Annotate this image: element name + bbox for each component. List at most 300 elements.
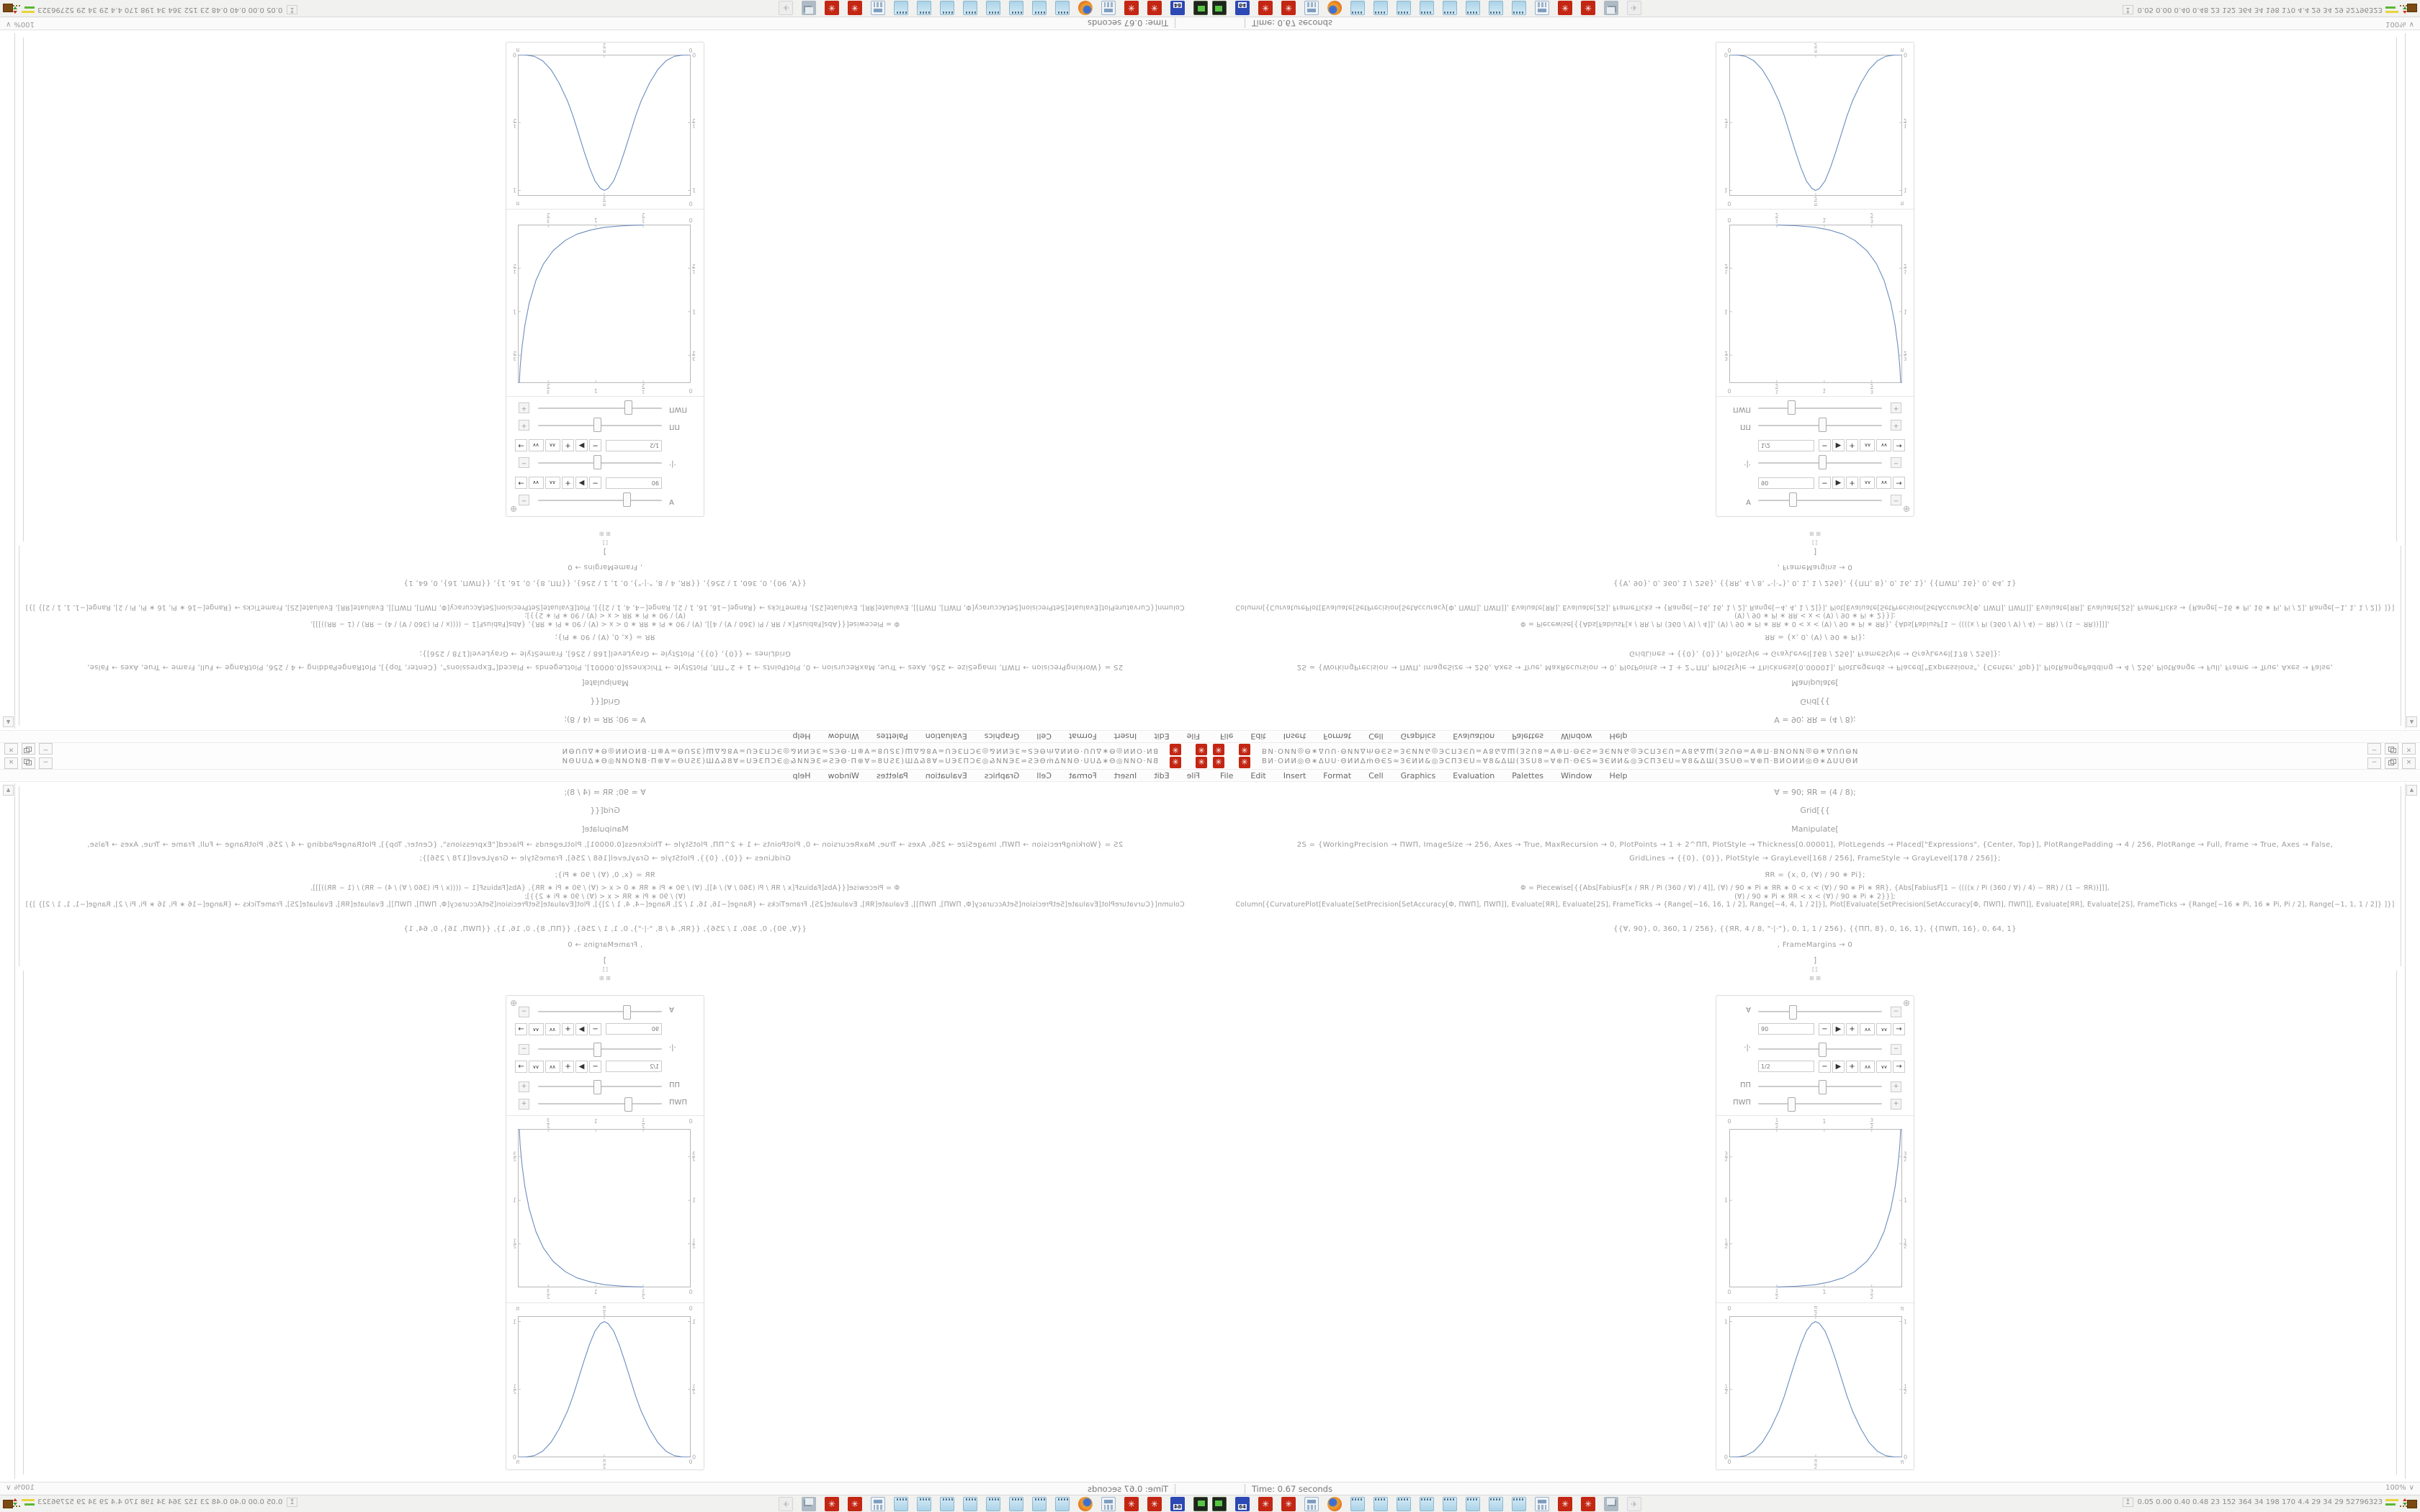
minimize-button[interactable]: − bbox=[2367, 743, 2381, 755]
scrollbar-up-arrow[interactable]: ▲ bbox=[3, 716, 14, 727]
taskbar-icon-notepad[interactable] bbox=[1397, 1497, 1411, 1511]
direction-button[interactable]: → bbox=[1893, 1061, 1905, 1073]
taskbar-icon-redgear[interactable]: ✳ bbox=[1581, 1, 1595, 15]
taskbar-icon-notepad[interactable] bbox=[1350, 1, 1365, 15]
slider-PWP[interactable] bbox=[1758, 1103, 1882, 1104]
taskbar-icon-notepad[interactable] bbox=[894, 1497, 908, 1511]
taskbar-icon-redgear[interactable]: ✳ bbox=[1124, 1, 1139, 15]
slider-A[interactable] bbox=[538, 1011, 662, 1012]
slider-thumb[interactable] bbox=[1819, 455, 1827, 469]
menu-graphics[interactable]: Graphics bbox=[1400, 732, 1436, 742]
slider-PWP[interactable] bbox=[1758, 408, 1882, 409]
code-line[interactable]: Ɐ = 90; ЯR = (4 / 8); bbox=[564, 715, 646, 724]
taskbar-icon-redgear[interactable]: ✳ bbox=[1281, 1, 1296, 15]
taskbar-icon-notepad[interactable] bbox=[1466, 1, 1480, 15]
menu-window[interactable]: Window bbox=[828, 770, 859, 780]
taskbar-icon-notepad[interactable] bbox=[894, 1, 908, 15]
taskbar-icon-notepad[interactable] bbox=[1373, 1, 1388, 15]
taskbar-icon-notepad[interactable] bbox=[1055, 1497, 1070, 1511]
taskbar-icon-redgear[interactable]: ✳ bbox=[848, 1, 862, 15]
code-line[interactable]: ЯR = {x, 0, (Ɐ) / 90 ∗ Pi}; bbox=[1765, 871, 1865, 879]
direction-button[interactable]: → bbox=[515, 477, 527, 489]
taskbar-icon-calc[interactable] bbox=[871, 1497, 885, 1511]
magnification-control[interactable] bbox=[2385, 20, 2414, 28]
slider-R[interactable] bbox=[538, 462, 662, 464]
menu-help[interactable]: Help bbox=[1609, 770, 1628, 780]
taskbar-icon-notepad[interactable] bbox=[986, 1497, 1000, 1511]
menu-evaluation[interactable]: Evaluation bbox=[1453, 770, 1495, 780]
menu-window[interactable]: Window bbox=[1561, 770, 1592, 780]
faster-button[interactable]: ∧∧ bbox=[1860, 477, 1875, 489]
taskbar-icon-floppy[interactable]: 64 bbox=[1235, 1497, 1250, 1511]
taskbar-icon-pin[interactable]: ✈ bbox=[779, 1, 793, 15]
value-field-R[interactable]: 1/2 bbox=[606, 1061, 662, 1072]
slider-R[interactable] bbox=[538, 1048, 662, 1050]
menu-file[interactable]: File bbox=[1186, 770, 1200, 780]
faster-button[interactable]: ∧∧ bbox=[1860, 439, 1875, 451]
faster-button[interactable]: ∧∧ bbox=[545, 1061, 560, 1073]
slider-R[interactable] bbox=[1758, 1048, 1882, 1050]
menu-format[interactable]: Format bbox=[1323, 770, 1352, 780]
cell-bracket[interactable] bbox=[2401, 546, 2402, 726]
decrement-button[interactable]: − bbox=[1819, 1023, 1831, 1035]
taskbar-icon-notepad[interactable] bbox=[917, 1497, 931, 1511]
code-line[interactable]: 2S = {WorkingPrecision → ΠWΠ, ImageSize → 256, Axes → True, MaxRecursion → 0, PlotPoints → 1 + 2^ΠΠ, PlotStyle → Thickness[0.00001], PlotLegends → Placed["Expressions", {Center, Top}], PlotRangePadding → 4 / 256, PlotRange → Full, Frame → True, Axes → False, bbox=[1296, 841, 2334, 849]
taskbar-icon-firefox[interactable] bbox=[1327, 1, 1342, 15]
taskbar-icon-redgear[interactable]: ✳ bbox=[1558, 1, 1572, 15]
value-field-R[interactable]: 1/2 bbox=[1758, 440, 1814, 451]
increment-button[interactable]: + bbox=[1846, 477, 1858, 489]
notebook-title-bar[interactable] bbox=[1210, 756, 2420, 770]
menu-insert[interactable]: Insert bbox=[1283, 732, 1307, 742]
taskbar-icon-notepad[interactable] bbox=[1443, 1, 1457, 15]
cell-bracket[interactable] bbox=[14, 783, 16, 1479]
decrement-button[interactable]: − bbox=[589, 477, 601, 489]
code-line[interactable]: Ɐ = 90; ЯR = (4 / 8); bbox=[1774, 788, 1856, 797]
code-line[interactable]: Φ = Piecewise[{{Abs[FabiusF[x / ЯR / Pi (360 / Ɐ) / 4]], (Ɐ) / 90 ∗ Pi ∗ ЯR ∗ 0 < x < (Ɐ) / 90 ∗ Pi ∗ ЯR}, {Abs[FabiusF[1 − ((((x / Pi (360 / Ɐ) / 4) − ЯR) / (1 − ЯR))]]], bbox=[310, 620, 900, 628]
notebook-title-bar[interactable] bbox=[0, 742, 1210, 756]
restore-button[interactable] bbox=[22, 743, 35, 755]
increment-button[interactable]: + bbox=[562, 1061, 574, 1073]
increment-button[interactable]: + bbox=[1846, 1023, 1858, 1035]
cell-bracket[interactable] bbox=[23, 37, 24, 541]
taskbar-icon-notepad[interactable] bbox=[1420, 1, 1434, 15]
slider-thumb[interactable] bbox=[623, 1005, 631, 1020]
slider-thumb[interactable] bbox=[1789, 1005, 1797, 1020]
code-line[interactable]: ЯR = {x, 0, (Ɐ) / 90 ∗ Pi}; bbox=[1765, 633, 1865, 641]
taskbar-icon-calc[interactable] bbox=[1535, 1, 1549, 15]
code-line[interactable]: 2S = {WorkingPrecision → ΠWΠ, ImageSize → 256, Axes → True, MaxRecursion → 0, PlotPoints → 1 + 2^ΠΠ, PlotStyle → Thickness[0.00001], PlotLegends → Placed["Expressions", {Center, Top}], PlotRangePadding → 4 / 256, PlotRange → Full, Frame → True, Axes → False, bbox=[86, 841, 1124, 849]
magnification-control[interactable] bbox=[6, 20, 35, 28]
code-line[interactable]: Φ = Piecewise[{{Abs[FabiusF[x / ЯR / Pi (360 / Ɐ) / 4]], (Ɐ) / 90 ∗ Pi ∗ ЯR ∗ 0 < x < (Ɐ) / 90 ∗ Pi ∗ ЯR}, {Abs[FabiusF[1 − ((((x / Pi (360 / Ɐ) / 4) − ЯR) / (1 − ЯR))]]], bbox=[1520, 620, 2110, 628]
taskbar-icon-calc[interactable] bbox=[1535, 1497, 1549, 1511]
menu-format[interactable]: Format bbox=[1068, 732, 1097, 742]
faster-button[interactable]: ∧∧ bbox=[545, 477, 560, 489]
menu-graphics[interactable]: Graphics bbox=[984, 770, 1020, 780]
menu-palettes[interactable]: Palettes bbox=[1512, 732, 1544, 742]
restore-button[interactable] bbox=[2385, 743, 2398, 755]
taskbar-icon-printer[interactable] bbox=[802, 1497, 816, 1511]
taskbar-icon-notepad[interactable] bbox=[1009, 1, 1023, 15]
code-line[interactable]: ЯR = {x, 0, (Ɐ) / 90 ∗ Pi}; bbox=[555, 871, 655, 879]
slider-thumb[interactable] bbox=[623, 492, 631, 507]
menu-palettes[interactable]: Palettes bbox=[876, 770, 908, 780]
faster-button[interactable]: ∧∧ bbox=[545, 439, 560, 451]
close-button[interactable]: × bbox=[4, 757, 18, 769]
slider-thumb[interactable] bbox=[1819, 1080, 1827, 1094]
code-line[interactable]: Manipulate[ bbox=[581, 824, 629, 834]
slider-thumb[interactable] bbox=[1819, 1043, 1827, 1057]
code-line[interactable]: ] bbox=[1813, 547, 1817, 557]
play-button[interactable]: ▶ bbox=[575, 1061, 588, 1073]
taskbar-icon-notepad[interactable] bbox=[1489, 1497, 1503, 1511]
code-line[interactable]: Manipulate[ bbox=[1791, 824, 1839, 834]
code-line[interactable]: {{Ɐ, 90}, 0, 360, 1 / 256}, {{ЯR, 4 / 8, "·|·"}, 0, 1, 1 / 256}, {{ΠΠ, 8}, 0, 16, 1}, {{ΠWΠ, 16}, 0, 64, 1} bbox=[1613, 579, 2017, 587]
taskbar-icon-redgear[interactable]: ✳ bbox=[1147, 1, 1162, 15]
slider-thumb[interactable] bbox=[1819, 418, 1827, 432]
value-field-A[interactable]: 90 bbox=[1758, 1023, 1814, 1035]
code-line[interactable]: , FrameMargins → 0 bbox=[567, 563, 643, 571]
play-button[interactable]: ▶ bbox=[575, 439, 588, 451]
collapse-toggle[interactable]: − bbox=[519, 1007, 529, 1017]
taskbar-icon-terminal[interactable] bbox=[1212, 1, 1227, 15]
taskbar-icon-notepad[interactable] bbox=[1512, 1497, 1526, 1511]
taskbar-icon-redgear[interactable]: ✳ bbox=[1147, 1497, 1162, 1511]
scrollbar-up-arrow[interactable]: ▲ bbox=[2406, 785, 2417, 796]
faster-button[interactable]: ∧∧ bbox=[1860, 1061, 1875, 1073]
restore-button[interactable] bbox=[22, 757, 35, 769]
collapse-toggle[interactable]: − bbox=[1891, 1007, 1901, 1017]
expand-toggle[interactable]: + bbox=[519, 1081, 529, 1092]
direction-button[interactable]: → bbox=[515, 439, 527, 451]
slower-button[interactable]: ∨∨ bbox=[529, 1023, 544, 1035]
direction-button[interactable]: → bbox=[515, 1023, 527, 1035]
slider-thumb[interactable] bbox=[593, 455, 601, 469]
collapse-arrow-icon[interactable]: ↥ bbox=[287, 5, 297, 14]
menu-file[interactable]: File bbox=[1186, 732, 1200, 742]
code-line[interactable]: Column[{CurvaturePlot[Evaluate[SetPrecision[SetAccuracy[Φ, ΠWΠ], ΠWΠ]], Evaluate[ЯR], Evaluate[2S], FrameTicks → {Range[−16, 16, 1 / 2], Range[−4, 4, 1 / 2]}], Plot[Evaluate[SetPrecision[SetAccuracy[Φ, ΠWΠ], ΠWΠ]], Evaluate[ЯR], Evaluate[2S], FrameTicks → {Range[−16 ∗ Pi, 16 ∗ Pi, Pi / 2], Range[−1, 1, 1 / 2]} ]}] bbox=[1235, 901, 2395, 909]
menu-edit[interactable]: Edit bbox=[1154, 732, 1170, 742]
menu-insert[interactable]: Insert bbox=[1113, 770, 1137, 780]
code-line[interactable]: ЯR = {x, 0, (Ɐ) / 90 ∗ Pi}; bbox=[555, 633, 655, 641]
close-button[interactable]: × bbox=[4, 743, 18, 755]
slider-PP[interactable] bbox=[538, 1086, 662, 1087]
taskbar-icon-firefox[interactable] bbox=[1078, 1497, 1093, 1511]
menu-file[interactable]: File bbox=[1220, 732, 1234, 742]
menu-evaluation[interactable]: Evaluation bbox=[1453, 732, 1495, 742]
play-button[interactable]: ▶ bbox=[575, 477, 588, 489]
taskbar-icon-pin[interactable]: ✈ bbox=[1627, 1, 1641, 15]
taskbar-icon-notepad[interactable] bbox=[1032, 1497, 1047, 1511]
play-button[interactable]: ▶ bbox=[575, 1023, 588, 1035]
menu-window[interactable]: Window bbox=[1561, 732, 1592, 742]
expand-toggle[interactable]: + bbox=[1891, 1099, 1901, 1110]
scrollbar-up-arrow[interactable]: ▲ bbox=[3, 785, 14, 796]
code-line[interactable]: ] bbox=[1813, 955, 1817, 965]
collapse-toggle[interactable]: − bbox=[519, 457, 529, 468]
taskbar-icon-floppy[interactable]: 64 bbox=[1235, 1, 1250, 15]
manipulate-menu-icon[interactable]: ⊕ bbox=[1902, 504, 1910, 514]
taskbar-icon-calc[interactable] bbox=[1304, 1497, 1319, 1511]
value-field-R[interactable]: 1/2 bbox=[1758, 1061, 1814, 1072]
slower-button[interactable]: ∨∨ bbox=[529, 477, 544, 489]
taskbar-icon-redgear[interactable]: ✳ bbox=[825, 1497, 839, 1511]
menu-format[interactable]: Format bbox=[1323, 732, 1352, 742]
menu-file[interactable]: File bbox=[1220, 770, 1234, 780]
taskbar-icon-printer[interactable] bbox=[1604, 1, 1618, 15]
taskbar-icon-notepad[interactable] bbox=[917, 1, 931, 15]
code-line[interactable]: (Ɐ) / 90 ∗ Pi ∗ ЯR < x < (Ɐ) / 90 ∗ Pi ∗ 2}}]; bbox=[524, 611, 686, 619]
code-line[interactable]: {{Ɐ, 90}, 0, 360, 1 / 256}, {{ЯR, 4 / 8, "·|·"}, 0, 1, 1 / 256}, {{ΠΠ, 8}, 0, 16, 1}, {{ΠWΠ, 16}, 0, 64, 1} bbox=[403, 925, 807, 933]
expand-toggle[interactable]: + bbox=[519, 1099, 529, 1110]
taskbar-icon-redgear[interactable]: ✳ bbox=[1124, 1497, 1139, 1511]
code-line[interactable]: Manipulate[ bbox=[581, 678, 629, 688]
code-line[interactable]: {{Ɐ, 90}, 0, 360, 1 / 256}, {{ЯR, 4 / 8, "·|·"}, 0, 1, 1 / 256}, {{ΠΠ, 8}, 0, 16, 1}, {{ΠWΠ, 16}, 0, 64, 1} bbox=[403, 579, 807, 587]
decrement-button[interactable]: − bbox=[1819, 477, 1831, 489]
decrement-button[interactable]: − bbox=[1819, 439, 1831, 451]
taskbar-icon-redgear[interactable]: ✳ bbox=[1258, 1, 1273, 15]
taskbar-icon-notepad[interactable] bbox=[1512, 1, 1526, 15]
taskbar-icon-notepad[interactable] bbox=[1443, 1497, 1457, 1511]
slider-thumb[interactable] bbox=[593, 418, 601, 432]
magnification-control[interactable] bbox=[2385, 1484, 2414, 1492]
increment-button[interactable]: + bbox=[562, 477, 574, 489]
slider-A[interactable] bbox=[1758, 1011, 1882, 1012]
menu-help[interactable]: Help bbox=[792, 732, 811, 742]
direction-button[interactable]: → bbox=[515, 1061, 527, 1073]
code-line[interactable]: 2S = {WorkingPrecision → ΠWΠ, ImageSize → 256, Axes → True, MaxRecursion → 0, PlotPoints → 1 + 2^ΠΠ, PlotStyle → Thickness[0.00001], PlotLegends → Placed["Expressions", {Center, Top}], PlotRangePadding → 4 / 256, PlotRange → Full, Frame → True, Axes → False, bbox=[1296, 663, 2334, 671]
collapse-arrow-icon[interactable]: ↥ bbox=[287, 1498, 297, 1507]
taskbar-icon-floppy[interactable]: 64 bbox=[1170, 1, 1185, 15]
slider-thumb[interactable] bbox=[1788, 400, 1796, 415]
menu-palettes[interactable]: Palettes bbox=[1512, 770, 1544, 780]
taskbar-icon-redgear[interactable]: ✳ bbox=[1258, 1497, 1273, 1511]
code-line[interactable]: ] bbox=[603, 547, 607, 557]
collapse-toggle[interactable]: − bbox=[519, 1044, 529, 1055]
taskbar-icon-calc[interactable] bbox=[871, 1, 885, 15]
menu-edit[interactable]: Edit bbox=[1154, 770, 1170, 780]
taskbar-icon-notepad[interactable] bbox=[986, 1, 1000, 15]
code-line[interactable]: Φ = Piecewise[{{Abs[FabiusF[x / ЯR / Pi (360 / Ɐ) / 4]], (Ɐ) / 90 ∗ Pi ∗ ЯR ∗ 0 < x < (Ɐ) / 90 ∗ Pi ∗ ЯR}, {Abs[FabiusF[1 − ((((x / Pi (360 / Ɐ) / 4) − ЯR) / (1 − ЯR))]]], bbox=[1520, 884, 2110, 892]
slider-PP[interactable] bbox=[538, 425, 662, 426]
code-line[interactable]: Column[{CurvaturePlot[Evaluate[SetPrecision[SetAccuracy[Φ, ΠWΠ], ΠWΠ]], Evaluate[ЯR], Evaluate[2S], FrameTicks → {Range[−16, 16, 1 / 2], Range[−4, 4, 1 / 2]}], Plot[Evaluate[SetPrecision[SetAccuracy[Φ, ΠWΠ], ΠWΠ]], Evaluate[ЯR], Evaluate[2S], FrameTicks → {Range[−16 ∗ Pi, 16 ∗ Pi, Pi / 2], Range[−1, 1, 1 / 2]} ]}] bbox=[25, 603, 1185, 611]
minimize-button[interactable]: − bbox=[2367, 757, 2381, 769]
decrement-button[interactable]: − bbox=[1819, 1061, 1831, 1073]
code-line[interactable]: Grid[{{ bbox=[1800, 697, 1830, 706]
code-line[interactable]: GridLines → {{0}, {0}}, PlotStyle → GrayLevel[168 / 256], FrameStyle → GrayLevel[178 / 256]}; bbox=[1629, 649, 2001, 657]
collapse-toggle[interactable]: − bbox=[1891, 495, 1901, 505]
slider-A[interactable] bbox=[538, 500, 662, 501]
menu-edit[interactable]: Edit bbox=[1250, 770, 1266, 780]
cell-bracket[interactable] bbox=[2396, 971, 2398, 1475]
code-line[interactable]: , FrameMargins → 0 bbox=[1777, 941, 1853, 949]
taskbar-icon-redgear[interactable]: ✳ bbox=[1581, 1497, 1595, 1511]
play-button[interactable]: ▶ bbox=[1832, 477, 1845, 489]
code-line[interactable]: (Ɐ) / 90 ∗ Pi ∗ ЯR < x < (Ɐ) / 90 ∗ Pi ∗ 2}}]; bbox=[1734, 611, 1896, 619]
collapse-arrow-icon[interactable]: ↥ bbox=[2123, 1498, 2133, 1507]
taskbar-icon-redgear[interactable]: ✳ bbox=[848, 1497, 862, 1511]
slider-PWP[interactable] bbox=[538, 408, 662, 409]
cell-bracket[interactable] bbox=[19, 546, 20, 726]
increment-button[interactable]: + bbox=[1846, 1061, 1858, 1073]
slider-PP[interactable] bbox=[1758, 1086, 1882, 1087]
slider-thumb[interactable] bbox=[593, 1080, 601, 1094]
cell-bracket[interactable] bbox=[2401, 786, 2402, 966]
value-field-R[interactable]: 1/2 bbox=[606, 440, 662, 451]
expand-toggle[interactable]: + bbox=[1891, 402, 1901, 413]
magnification-control[interactable] bbox=[6, 1484, 35, 1492]
slower-button[interactable]: ∨∨ bbox=[1876, 439, 1891, 451]
slider-thumb[interactable] bbox=[624, 400, 632, 415]
code-line[interactable]: {{Ɐ, 90}, 0, 360, 1 / 256}, {{ЯR, 4 / 8, "·|·"}, 0, 1, 1 / 256}, {{ΠΠ, 8}, 0, 16, 1}, {{ΠWΠ, 16}, 0, 64, 1} bbox=[1613, 925, 2017, 933]
code-line[interactable]: Grid[{{ bbox=[590, 697, 620, 706]
notebook-title-bar[interactable] bbox=[1210, 742, 2420, 756]
code-line[interactable]: Grid[{{ bbox=[590, 806, 620, 815]
expand-toggle[interactable]: + bbox=[519, 402, 529, 413]
taskbar-icon-notepad[interactable] bbox=[1350, 1497, 1365, 1511]
decrement-button[interactable]: − bbox=[589, 439, 601, 451]
code-line[interactable]: Ɐ = 90; ЯR = (4 / 8); bbox=[564, 788, 646, 797]
close-button[interactable]: × bbox=[2402, 743, 2416, 755]
menu-graphics[interactable]: Graphics bbox=[984, 732, 1020, 742]
slower-button[interactable]: ∨∨ bbox=[529, 439, 544, 451]
taskbar-icon-notepad[interactable] bbox=[1055, 1, 1070, 15]
expand-toggle[interactable]: + bbox=[1891, 1081, 1901, 1092]
code-line[interactable]: Φ = Piecewise[{{Abs[FabiusF[x / ЯR / Pi (360 / Ɐ) / 4]], (Ɐ) / 90 ∗ Pi ∗ ЯR ∗ 0 < x < (Ɐ) / 90 ∗ Pi ∗ ЯR}, {Abs[FabiusF[1 − ((((x / Pi (360 / Ɐ) / 4) − ЯR) / (1 − ЯR))]]], bbox=[310, 884, 900, 892]
code-line[interactable]: 2S = {WorkingPrecision → ΠWΠ, ImageSize → 256, Axes → True, MaxRecursion → 0, PlotPoints → 1 + 2^ΠΠ, PlotStyle → Thickness[0.00001], PlotLegends → Placed["Expressions", {Center, Top}], PlotRangePadding → 4 / 256, PlotRange → Full, Frame → True, Axes → False, bbox=[86, 663, 1124, 671]
taskbar-icon-pin[interactable]: ✈ bbox=[779, 1497, 793, 1511]
increment-button[interactable]: + bbox=[1846, 439, 1858, 451]
increment-button[interactable]: + bbox=[562, 439, 574, 451]
notebook-title-bar[interactable] bbox=[0, 756, 1210, 770]
manipulate-menu-icon[interactable]: ⊕ bbox=[1902, 998, 1910, 1008]
taskbar-icon-notepad[interactable] bbox=[940, 1497, 954, 1511]
taskbar-icon-calc[interactable] bbox=[1101, 1497, 1116, 1511]
menu-evaluation[interactable]: Evaluation bbox=[925, 732, 967, 742]
cell-bracket[interactable] bbox=[23, 971, 24, 1475]
collapse-toggle[interactable]: − bbox=[1891, 1044, 1901, 1055]
taskbar-icon-pin[interactable]: ✈ bbox=[1627, 1497, 1641, 1511]
taskbar-icon-calc[interactable] bbox=[1304, 1, 1319, 15]
menu-help[interactable]: Help bbox=[1609, 732, 1628, 742]
cell-bracket[interactable] bbox=[2405, 783, 2406, 1479]
slower-button[interactable]: ∨∨ bbox=[1876, 1023, 1891, 1035]
taskbar-icon-printer[interactable] bbox=[802, 1, 816, 15]
cell-bracket[interactable] bbox=[14, 33, 16, 729]
value-field-A[interactable]: 90 bbox=[606, 1023, 662, 1035]
minimize-button[interactable]: − bbox=[39, 757, 53, 769]
menu-insert[interactable]: Insert bbox=[1283, 770, 1307, 780]
menu-cell[interactable]: Cell bbox=[1036, 732, 1052, 742]
cell-bracket[interactable] bbox=[19, 786, 20, 966]
slower-button[interactable]: ∨∨ bbox=[529, 1061, 544, 1073]
collapse-toggle[interactable]: − bbox=[1891, 457, 1901, 468]
code-line[interactable]: (Ɐ) / 90 ∗ Pi ∗ ЯR < x < (Ɐ) / 90 ∗ Pi ∗ 2}}]; bbox=[1734, 893, 1896, 901]
code-line[interactable]: , FrameMargins → 0 bbox=[1777, 563, 1853, 571]
menu-cell[interactable]: Cell bbox=[1368, 732, 1384, 742]
value-field-A[interactable]: 90 bbox=[1758, 477, 1814, 489]
manipulate-menu-icon[interactable]: ⊕ bbox=[510, 998, 518, 1008]
taskbar-icon-notepad[interactable] bbox=[1373, 1497, 1388, 1511]
code-line[interactable]: Ɐ = 90; ЯR = (4 / 8); bbox=[1774, 715, 1856, 724]
code-line[interactable]: Grid[{{ bbox=[1800, 806, 1830, 815]
expand-toggle[interactable]: + bbox=[519, 420, 529, 431]
taskbar-icon-notepad[interactable] bbox=[963, 1497, 977, 1511]
slider-R[interactable] bbox=[1758, 462, 1882, 464]
direction-button[interactable]: → bbox=[1893, 1023, 1905, 1035]
taskbar-icon-terminal[interactable] bbox=[1212, 1497, 1227, 1511]
menu-edit[interactable]: Edit bbox=[1250, 732, 1266, 742]
taskbar-icon-terminal[interactable] bbox=[1193, 1497, 1208, 1511]
taskbar-icon-notepad[interactable] bbox=[1397, 1, 1411, 15]
cell-bracket[interactable] bbox=[2405, 33, 2406, 729]
menu-insert[interactable]: Insert bbox=[1113, 732, 1137, 742]
menu-cell[interactable]: Cell bbox=[1036, 770, 1052, 780]
taskbar-icon-firefox[interactable] bbox=[1327, 1497, 1342, 1511]
taskbar-icon-notepad[interactable] bbox=[963, 1, 977, 15]
expand-toggle[interactable]: + bbox=[1891, 420, 1901, 431]
minimize-button[interactable]: − bbox=[39, 743, 53, 755]
slower-button[interactable]: ∨∨ bbox=[1876, 1061, 1891, 1073]
decrement-button[interactable]: − bbox=[589, 1061, 601, 1073]
taskbar-icon-notepad[interactable] bbox=[1009, 1497, 1023, 1511]
code-line[interactable]: Column[{CurvaturePlot[Evaluate[SetPrecision[SetAccuracy[Φ, ΠWΠ], ΠWΠ]], Evaluate[ЯR], Evaluate[2S], FrameTicks → {Range[−16, 16, 1 / 2], Range[−4, 4, 1 / 2]}], Plot[Evaluate[SetPrecision[SetAccuracy[Φ, ΠWΠ], ΠWΠ]], Evaluate[ЯR], Evaluate[2S], FrameTicks → {Range[−16 ∗ Pi, 16 ∗ Pi, Pi / 2], Range[−1, 1, 1 / 2]} ]}] bbox=[1235, 603, 2395, 611]
code-line[interactable]: ] bbox=[603, 955, 607, 965]
menu-graphics[interactable]: Graphics bbox=[1400, 770, 1436, 780]
close-button[interactable]: × bbox=[2402, 757, 2416, 769]
direction-button[interactable]: → bbox=[1893, 439, 1905, 451]
code-line[interactable]: GridLines → {{0}, {0}}, PlotStyle → GrayLevel[168 / 256], FrameStyle → GrayLevel[178 / 256]}; bbox=[1629, 855, 2001, 863]
menu-format[interactable]: Format bbox=[1068, 770, 1097, 780]
slider-PP[interactable] bbox=[1758, 425, 1882, 426]
play-button[interactable]: ▶ bbox=[1832, 1061, 1845, 1073]
taskbar-icon-redgear[interactable]: ✳ bbox=[1281, 1497, 1296, 1511]
slider-thumb[interactable] bbox=[1789, 492, 1797, 507]
taskbar-icon-notepad[interactable] bbox=[1489, 1, 1503, 15]
play-button[interactable]: ▶ bbox=[1832, 439, 1845, 451]
code-line[interactable]: Manipulate[ bbox=[1791, 678, 1839, 688]
menu-cell[interactable]: Cell bbox=[1368, 770, 1384, 780]
collapse-toggle[interactable]: − bbox=[519, 495, 529, 505]
decrement-button[interactable]: − bbox=[589, 1023, 601, 1035]
direction-button[interactable]: → bbox=[1893, 477, 1905, 489]
collapse-arrow-icon[interactable]: ↥ bbox=[2123, 5, 2133, 14]
faster-button[interactable]: ∧∧ bbox=[545, 1023, 560, 1035]
play-button[interactable]: ▶ bbox=[1832, 1023, 1845, 1035]
slider-A[interactable] bbox=[1758, 500, 1882, 501]
taskbar-icon-firefox[interactable] bbox=[1078, 1, 1093, 15]
slider-PWP[interactable] bbox=[538, 1103, 662, 1104]
taskbar-icon-notepad[interactable] bbox=[1420, 1497, 1434, 1511]
code-line[interactable]: (Ɐ) / 90 ∗ Pi ∗ ЯR < x < (Ɐ) / 90 ∗ Pi ∗ 2}}]; bbox=[524, 893, 686, 901]
code-line[interactable]: , FrameMargins → 0 bbox=[567, 941, 643, 949]
faster-button[interactable]: ∧∧ bbox=[1860, 1023, 1875, 1035]
taskbar-icon-redgear[interactable]: ✳ bbox=[1558, 1497, 1572, 1511]
code-line[interactable]: GridLines → {{0}, {0}}, PlotStyle → GrayLevel[168 / 256], FrameStyle → GrayLevel[178 / 256]}; bbox=[419, 649, 791, 657]
cell-bracket[interactable] bbox=[2396, 37, 2398, 541]
menu-evaluation[interactable]: Evaluation bbox=[925, 770, 967, 780]
taskbar-icon-floppy[interactable]: 64 bbox=[1170, 1497, 1185, 1511]
slider-thumb[interactable] bbox=[593, 1043, 601, 1057]
slower-button[interactable]: ∨∨ bbox=[1876, 477, 1891, 489]
taskbar-icon-terminal[interactable] bbox=[1193, 1, 1208, 15]
slider-thumb[interactable] bbox=[1788, 1097, 1796, 1112]
manipulate-menu-icon[interactable]: ⊕ bbox=[510, 504, 518, 514]
value-field-A[interactable]: 90 bbox=[606, 477, 662, 489]
scrollbar-up-arrow[interactable]: ▲ bbox=[2406, 716, 2417, 727]
taskbar-icon-notepad[interactable] bbox=[940, 1, 954, 15]
menu-help[interactable]: Help bbox=[792, 770, 811, 780]
